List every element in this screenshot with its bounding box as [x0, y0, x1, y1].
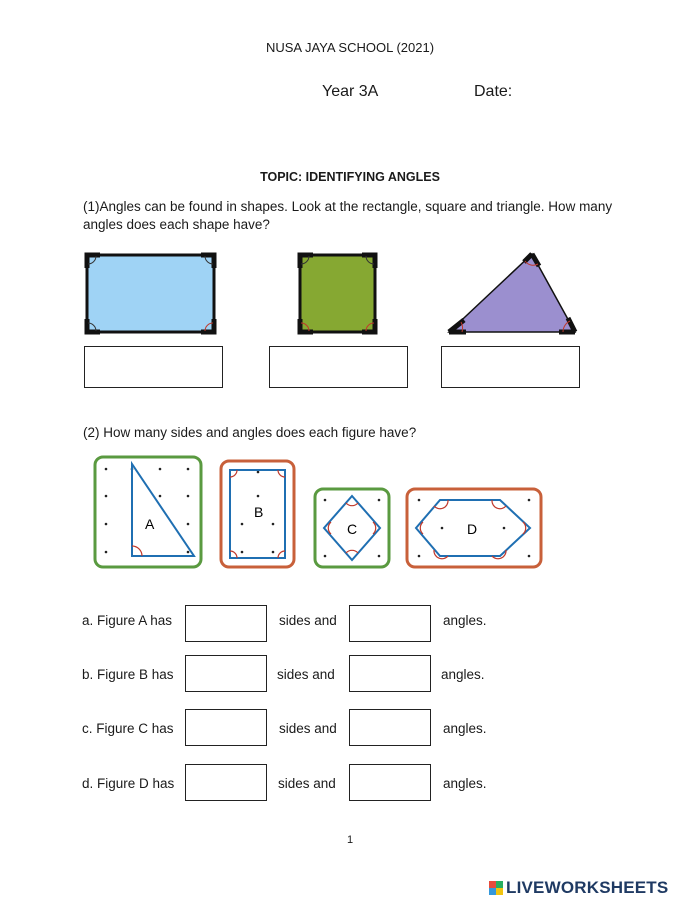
row-d-suffix: angles.: [443, 776, 487, 791]
figure-a-label: A: [145, 516, 155, 532]
row-d-angles-input[interactable]: [349, 764, 431, 801]
geoboard-figures: [92, 454, 552, 572]
question-1-text: (1)Angles can be found in shapes. Look at the rectangle, square and triangle. How many angles does each shape have?: [83, 199, 613, 232]
row-c-suffix: angles.: [443, 721, 487, 736]
triangle-angles-answer-box[interactable]: [441, 346, 580, 388]
row-c-sides-input[interactable]: [185, 709, 267, 746]
row-a-suffix: angles.: [443, 613, 487, 628]
row-b-sides-input[interactable]: [185, 655, 267, 692]
row-c-middle: sides and: [279, 721, 337, 736]
row-d-middle: sides and: [278, 776, 336, 791]
rectangle-angles-answer-box[interactable]: [84, 346, 223, 388]
date-label: Date:: [474, 83, 513, 100]
square-shape: [297, 252, 379, 336]
row-a-sides-input[interactable]: [185, 605, 267, 642]
row-d-sides-input[interactable]: [185, 764, 267, 801]
brand-text: LIVEWORKSHEETS: [506, 878, 669, 897]
square-angles-answer-box[interactable]: [269, 346, 408, 388]
row-a-middle: sides and: [279, 613, 337, 628]
row-b-angles-input[interactable]: [349, 655, 431, 692]
row-d-prefix: d. Figure D has: [82, 776, 175, 791]
row-a-prefix: a. Figure A has: [82, 613, 173, 628]
class-label: Year 3A: [322, 83, 379, 100]
page-number: 1: [346, 834, 354, 846]
row-b-prefix: b. Figure B has: [82, 667, 174, 682]
row-a-angles-input[interactable]: [349, 605, 431, 642]
figure-d-label: D: [467, 521, 478, 537]
question-2-text: (2) How many sides and angles does each figure have?: [83, 425, 417, 440]
row-c-prefix: c. Figure C has: [82, 721, 174, 736]
triangle-shape: [444, 250, 580, 340]
row-b-middle: sides and: [277, 667, 335, 682]
row-b-suffix: angles.: [441, 667, 485, 682]
rectangle-shape: [84, 252, 219, 336]
liveworksheets-logo-icon: [489, 881, 503, 895]
figure-b-label: B: [254, 504, 264, 520]
school-name: NUSA JAYA SCHOOL (2021): [265, 40, 435, 55]
figure-c-label: C: [347, 521, 358, 537]
topic-title: TOPIC: IDENTIFYING ANGLES: [260, 170, 440, 184]
liveworksheets-logo[interactable]: [489, 878, 668, 898]
row-c-angles-input[interactable]: [349, 709, 431, 746]
